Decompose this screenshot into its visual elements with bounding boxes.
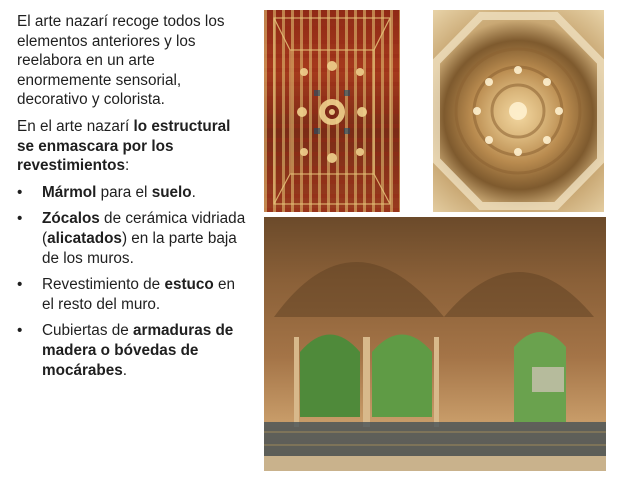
bullet-bold: armaduras de madera o bóvedas de mocárabes: [42, 322, 234, 379]
bullet-text: Revestimiento de: [42, 276, 165, 294]
structural-suffix: :: [124, 157, 130, 175]
bullet-list: [17, 183, 249, 380]
bullet-item-cubiertas: [17, 321, 249, 380]
bullet-item-marmol: [17, 183, 249, 203]
bullet-text: para el: [96, 183, 152, 201]
dome-pattern-icon: [433, 10, 604, 212]
alhambra-room-photo: [264, 217, 606, 471]
bullet-text: de cerámica vidriada (: [42, 210, 246, 247]
structural-paragraph: [17, 117, 249, 176]
structural-prefix: En el arte nazarí: [17, 117, 134, 135]
bullet-text: .: [191, 183, 196, 201]
bullet-text: en el resto del muro.: [42, 276, 236, 313]
ceiling-pattern-icon: [264, 10, 400, 212]
bullet-dot-icon: •: [17, 276, 23, 294]
wooden-ceiling-photo: [264, 10, 400, 212]
intro-paragraph: El arte nazarí recoge todos los elementos anteriores y los reelabora en un arte enormemente sensorial, decorativo y colorista.: [17, 13, 225, 109]
bullet-text: .: [122, 361, 128, 379]
bullet-bold: Mármol: [42, 183, 97, 201]
bullet-dot-icon: •: [17, 210, 23, 228]
structural-bold: lo estructural se enmascara por los revestimientos: [17, 117, 231, 175]
bullet-dot-icon: •: [17, 322, 23, 340]
bullet-item-estuco: [17, 275, 249, 314]
text-column: [17, 12, 249, 387]
bullet-bold: suelo: [151, 183, 192, 201]
muqarnas-dome-photo: [433, 10, 604, 212]
bullet-bold: estuco: [164, 276, 214, 294]
bullet-dot-icon: •: [17, 183, 23, 201]
bullet-bold: alicatados: [47, 229, 122, 247]
bullet-item-zocalos: [17, 209, 249, 268]
bullet-text: ) en la parte baja de los muros.: [42, 229, 237, 267]
room-scene-icon: [264, 217, 606, 471]
bullet-text: Cubiertas de: [42, 322, 133, 340]
bullet-bold: Zócalos: [42, 210, 100, 228]
